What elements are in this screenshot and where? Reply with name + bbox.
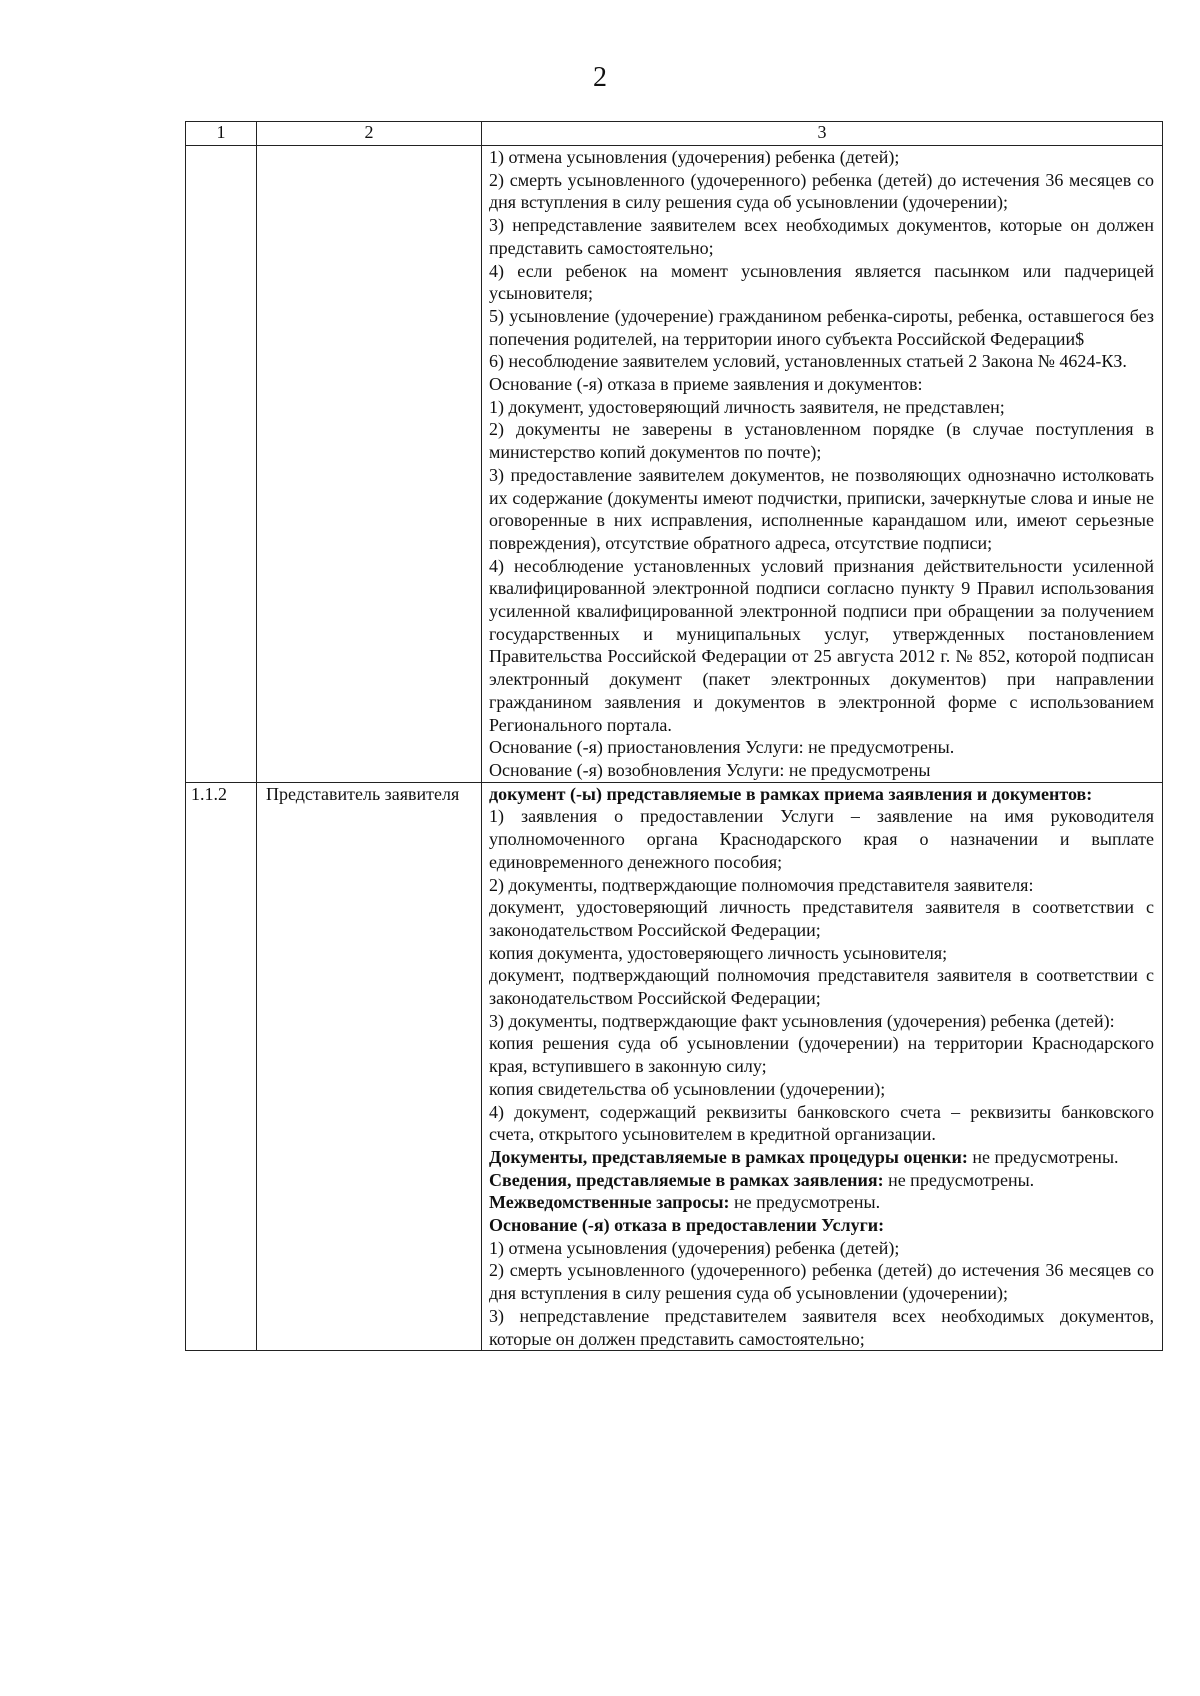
paragraph: 1) заявления о предоставлении Услуги – заявление на имя руководителя уполномоченного органа Краснодарского края о назначении и выплате единовременного денежного пособия;: [489, 806, 1154, 872]
section-heading: Основание (-я) отказа в предоставлении Услуги:: [489, 1215, 885, 1236]
paragraph-text: не предусмотрены.: [967, 1146, 1119, 1167]
paragraph: 3) непредставление заявителем всех необходимых документов, которые он должен представить самостоятельно;: [489, 215, 1154, 258]
paragraph: 2) документы не заверены в установленном порядке (в случае поступления в министерство копий документов по почте);: [489, 419, 1154, 463]
section-heading: документ (-ы) представляемые в рамках приема заявления и документов:: [489, 783, 1093, 804]
paragraph: копия документа, удостоверяющего личность усыновителя;: [489, 942, 948, 963]
row-name: [257, 146, 482, 783]
paragraph-text: не предусмотрены.: [883, 1169, 1035, 1190]
paragraph: 1) отмена усыновления (удочерения) ребенка (детей);: [489, 1237, 900, 1258]
page-number: 2: [593, 62, 607, 93]
row-content: [482, 782, 1163, 1351]
paragraph: 3) непредставление представителем заявителя всех необходимых документов, которые он должен представить самостоятельно;: [489, 1305, 1154, 1349]
labeled-paragraph: [489, 1191, 1154, 1214]
paragraph: 2) документы, подтверждающие полномочия представителя заявителя:: [489, 874, 1034, 895]
row-name: Представитель заявителя: [257, 782, 482, 1351]
paragraph: документ, удостоверяющий личность представителя заявителя в соответствии с законодательством Российской Федерации;: [489, 897, 1154, 940]
paragraph: документ, подтверждающий полномочия представителя заявителя в соответствии с законодательством Российской Федерации;: [489, 965, 1154, 1009]
paragraph: 1) документ, удостоверяющий личность заявителя, не представлен;: [489, 396, 1005, 417]
column-header-3: 3: [482, 122, 1163, 146]
paragraph: 6) несоблюдение заявителем условий, установленных статьей 2 Закона № 4624-КЗ.: [489, 351, 1127, 372]
paragraph: 4) несоблюдение установленных условий признания действительности усиленной квалифицированной электронной подписи согласно пункту 9 Правил использования усиленной квалифицированной электронной подписи при обращении за получением государственных и муниципальных услуг, утвержденных постановлением Правительства Российской Федерации от 25 августа 2012 г. № 852, которой подписан электронный документ (пакет электронных документов) при направлении гражданином заявления и документов в электронной форме с использованием Регионального портала.: [489, 555, 1154, 735]
table-row: [186, 146, 1163, 783]
paragraph-text: не предусмотрены.: [729, 1192, 881, 1213]
paragraph-label: Межведомственные запросы:: [489, 1192, 730, 1213]
paragraph: копия свидетельства об усыновлении (удочерении);: [489, 1078, 886, 1099]
paragraph: Основание (-я) приостановления Услуги: не предусмотрены.: [489, 737, 955, 758]
labeled-paragraph: [489, 1146, 1154, 1169]
document-table: [185, 121, 1163, 1351]
paragraph: 2) смерть усыновленного (удочеренного) ребенка (детей) до истечения 36 месяцев со дня вступления в силу решения суда об усыновлении (удочерении);: [489, 169, 1154, 213]
column-header-2: 2: [257, 122, 482, 146]
table-header-row: [186, 122, 1163, 146]
table-row: [186, 782, 1163, 1351]
paragraph: копия решения суда об усыновлении (удочерении) на территории Краснодарского края, вступившего в законную силу;: [489, 1033, 1154, 1077]
paragraph: 1) отмена усыновления (удочерения) ребенка (детей);: [489, 147, 900, 167]
row-number: [186, 146, 257, 783]
paragraph: 3) предоставление заявителем документов, не позволяющих однозначно истолковать их содержание (документы имеют подчистки, приписки, зачеркнутые слова и иные не оговоренные в них исправления, исполненные карандашом или, имеют серьезные повреждения), отсутствие обратного адреса, отсутствие подписи;: [489, 464, 1154, 553]
paragraph: 2) смерть усыновленного (удочеренного) ребенка (детей) до истечения 36 месяцев со дня вступления в силу решения суда об усыновлении (удочерении);: [489, 1260, 1154, 1304]
paragraph: 5) усыновление (удочерение) гражданином ребенка-сироты, ребенка, оставшегося без попечения родителей, на территории иного субъекта Российской Федерации$: [489, 305, 1154, 349]
labeled-paragraph: [489, 1169, 1154, 1192]
paragraph: Основание (-я) отказа в приеме заявления и документов:: [489, 374, 923, 395]
row-content: [482, 146, 1163, 783]
column-header-1: 1: [186, 122, 257, 146]
paragraph: 4) если ребенок на момент усыновления является пасынком или падчерицей усыновителя;: [489, 260, 1154, 304]
row-number: 1.1.2: [186, 782, 257, 1351]
paragraph: 3) документы, подтверждающие факт усыновления (удочерения) ребенка (детей):: [489, 1010, 1115, 1031]
paragraph-label: Документы, представляемые в рамках процедуры оценки:: [489, 1146, 968, 1167]
paragraph: Основание (-я) возобновления Услуги: не предусмотрены: [489, 759, 931, 780]
paragraph: 4) документ, содержащий реквизиты банковского счета – реквизиты банковского счета, открытого усыновителем в кредитной организации.: [489, 1101, 1154, 1145]
paragraph-label: Сведения, представляемые в рамках заявления:: [489, 1169, 884, 1190]
